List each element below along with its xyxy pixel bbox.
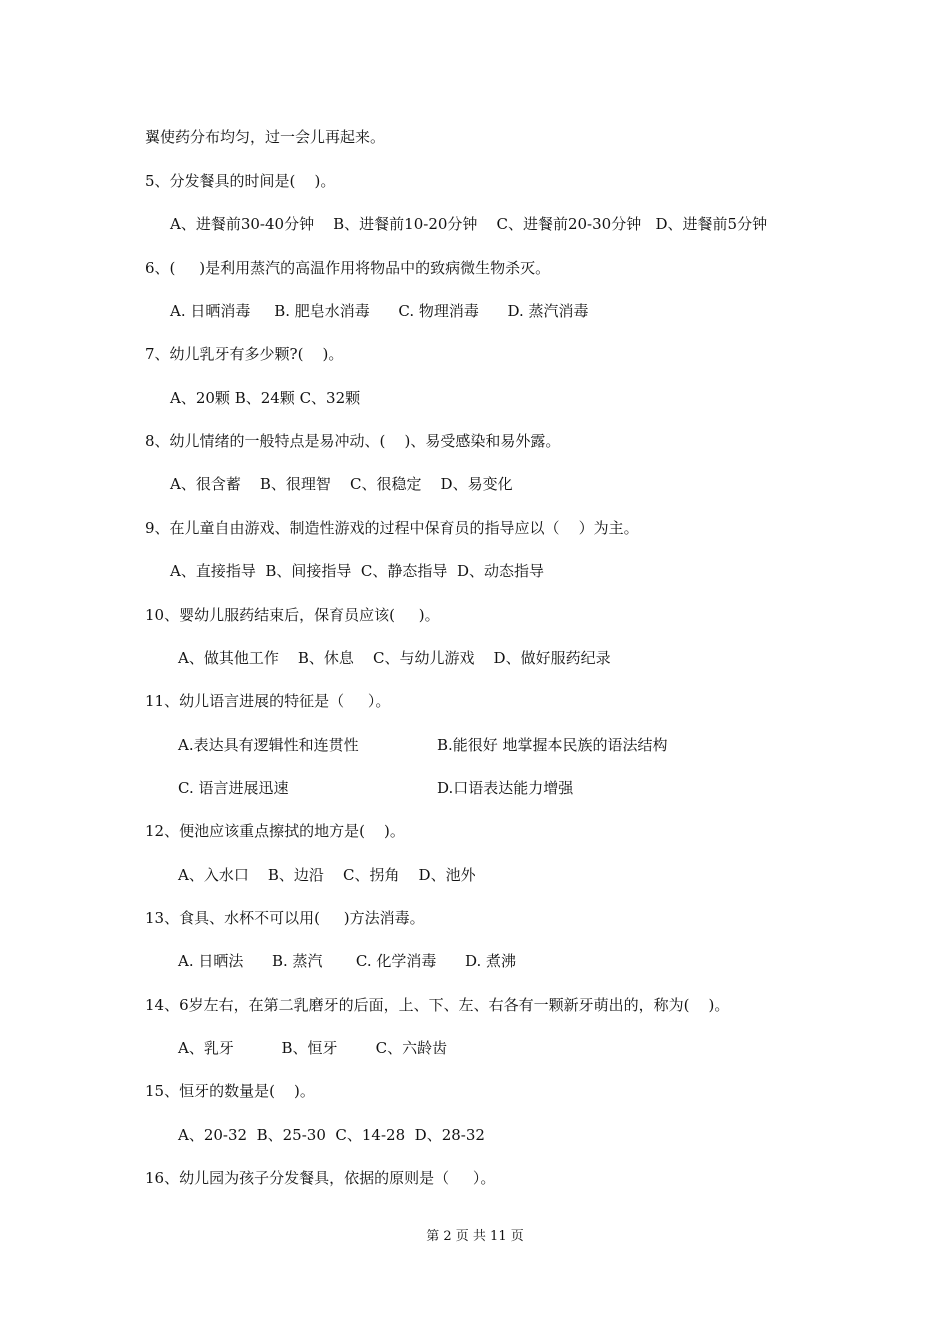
question-8: 8、幼儿情绪的一般特点是易冲动、( )、易受感染和易外露。 xyxy=(145,432,561,450)
question-13-options: A. 日晒法 B. 蒸汽 C. 化学消毒 D. 煮沸 xyxy=(178,952,517,970)
question-14-options: A、乳牙 B、恒牙 C、六龄齿 xyxy=(178,1039,448,1057)
question-6: 6、( )是利用蒸汽的高温作用将物品中的致病微生物杀灭。 xyxy=(145,259,551,277)
question-11-option-c: C. 语言进展迅速 xyxy=(178,779,289,797)
continued-text: 翼使药分布均匀，过一会儿再起来。 xyxy=(145,128,386,146)
page-footer: 第 2 页 共 11 页 xyxy=(426,1229,524,1244)
question-7-options: A、20颗 B、24颗 C、32颗 xyxy=(170,389,361,407)
question-13: 13、食具、水杯不可以用( )方法消毒。 xyxy=(145,909,425,927)
question-15-options: A、20-32 B、25-30 C、14-28 D、28-32 xyxy=(178,1126,485,1144)
question-9: 9、在儿童自由游戏、制造性游戏的过程中保育员的指导应以（ ）为主。 xyxy=(145,519,639,537)
question-6-options: A. 日晒消毒 B. 肥皂水消毒 C. 物理消毒 D. 蒸汽消毒 xyxy=(170,302,589,320)
question-12: 12、便池应该重点擦拭的地方是( )。 xyxy=(145,822,405,840)
question-10: 10、婴幼儿服药结束后，保育员应该( )。 xyxy=(145,606,440,624)
question-11: 11、幼儿语言进展的特征是（ ）。 xyxy=(145,692,391,710)
question-11-option-a: A.表达具有逻辑性和连贯性 xyxy=(178,736,359,754)
question-11-option-d: D.口语表达能力增强 xyxy=(437,779,574,797)
question-14: 14、6岁左右，在第二乳磨牙的后面，上、下、左、右各有一颗新牙萌出的，称为( )。 xyxy=(145,996,730,1014)
question-8-options: A、很含蓄 B、很理智 C、很稳定 D、易变化 xyxy=(170,475,513,493)
question-16: 16、幼儿园为孩子分发餐具，依据的原则是（ ）。 xyxy=(145,1169,496,1187)
question-9-options: A、直接指导 B、间接指导 C、静态指导 D、动态指导 xyxy=(170,562,544,580)
question-15: 15、恒牙的数量是( )。 xyxy=(145,1082,315,1100)
question-5: 5、分发餐具的时间是( )。 xyxy=(145,172,336,190)
question-11-option-b: B.能很好 地掌握本民族的语法结构 xyxy=(437,736,668,754)
question-5-options: A、进餐前30-40分钟 B、进餐前10-20分钟 C、进餐前20-30分钟 D、进餐前5分钟 xyxy=(170,215,768,233)
question-10-options: A、做其他工作 B、休息 C、与幼儿游戏 D、做好服药纪录 xyxy=(178,649,611,667)
question-7: 7、幼儿乳牙有多少颗?( )。 xyxy=(145,345,344,363)
question-12-options: A、入水口 B、边沿 C、拐角 D、池外 xyxy=(178,866,476,884)
